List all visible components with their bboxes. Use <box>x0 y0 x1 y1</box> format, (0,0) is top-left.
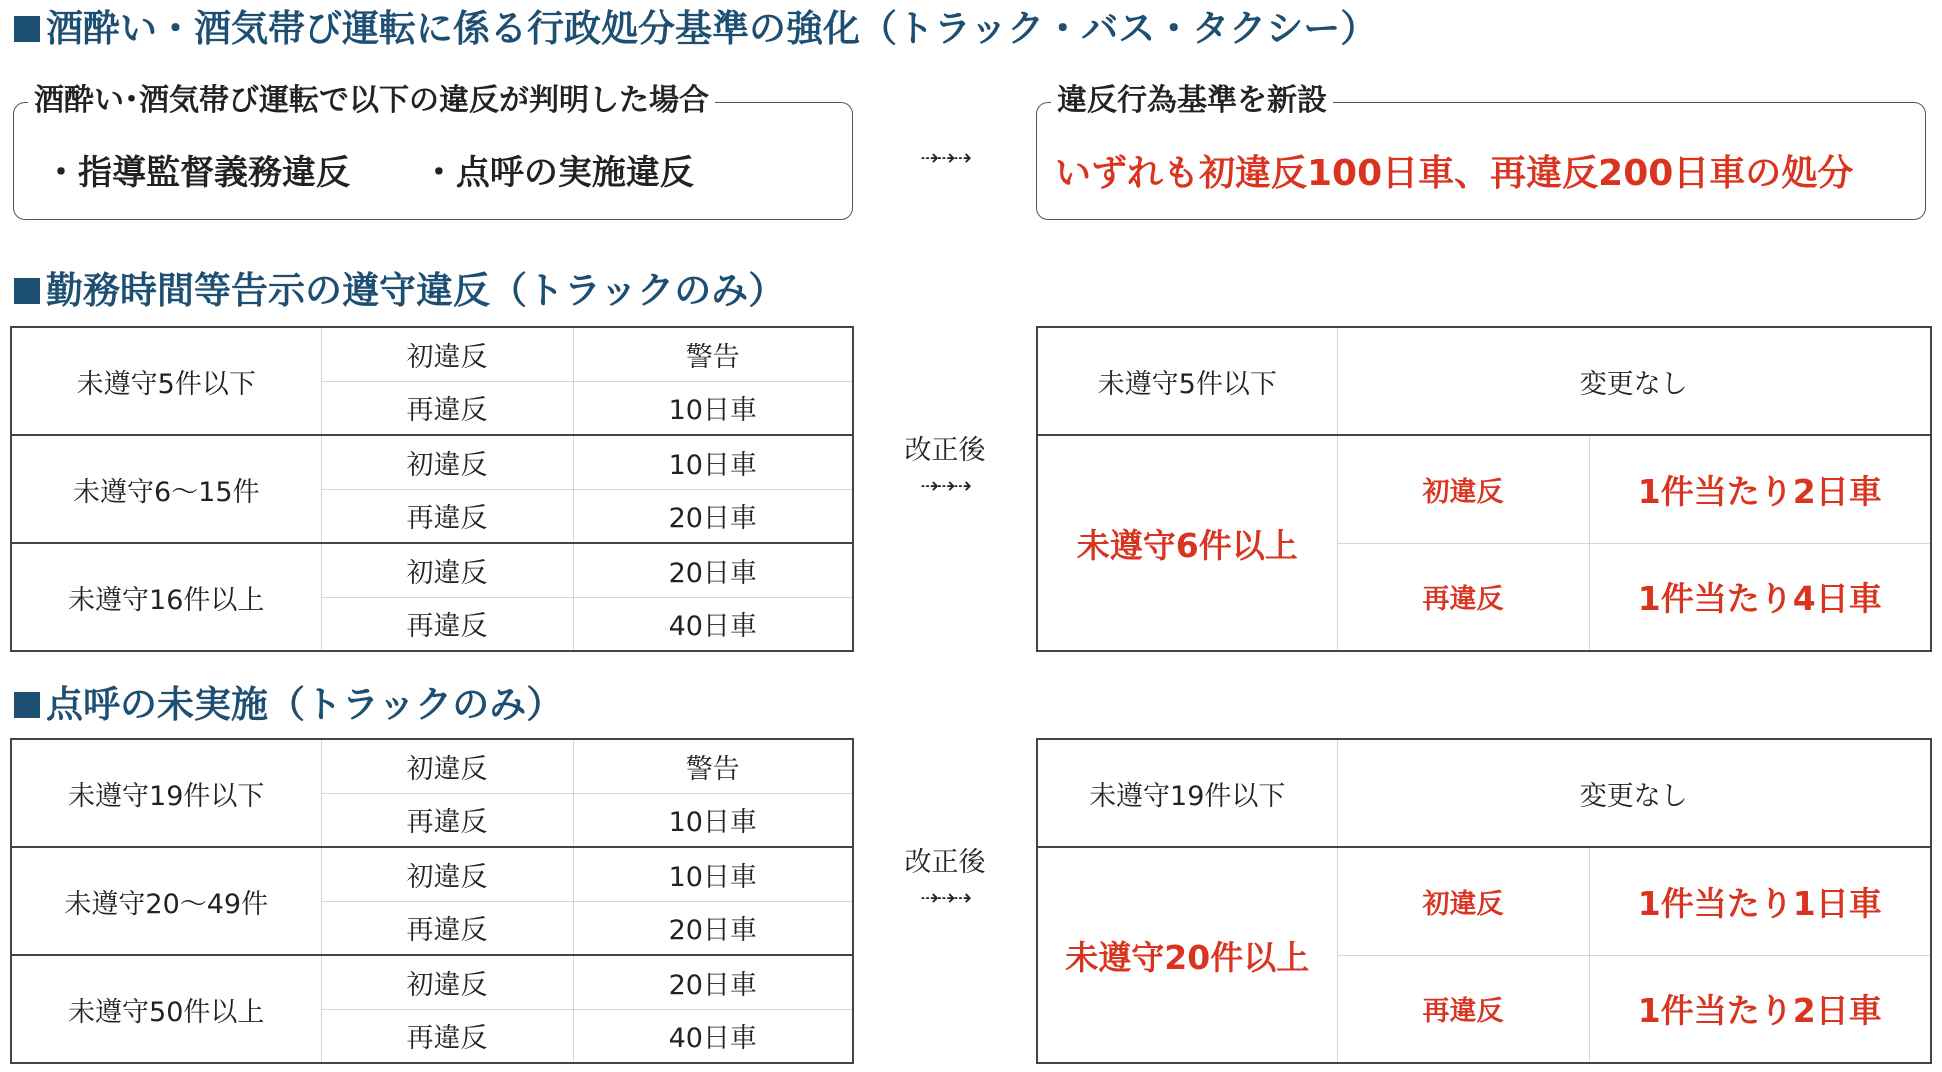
violation-type-cell: 初違反 <box>1337 847 1589 955</box>
section3-before-table <box>10 738 854 1064</box>
section3-heading: 点呼の未実施（トラックのみ） <box>14 686 563 723</box>
penalty-cell: 1件当たり2日車 <box>1589 955 1931 1063</box>
penalty-cell: 10日車 <box>573 793 853 847</box>
group-cell: 未遵守19件以下 <box>1037 739 1337 847</box>
dashed-arrow-icon: ⇢⇢⇢ <box>920 886 970 911</box>
penalty-cell: 20日車 <box>573 955 853 1009</box>
violation-type-cell: 再違反 <box>321 489 573 543</box>
violation-type-cell: 再違反 <box>1337 543 1589 651</box>
group-cell: 未遵守20件以上 <box>1037 847 1337 1063</box>
violation-type-cell: 再違反 <box>321 381 573 435</box>
after-revision-label: 改正後 <box>904 847 986 878</box>
group-cell: 未遵守6～15件 <box>11 435 321 543</box>
new-standard-text: いずれも初違反100日車、再違反200日車の処分 <box>1055 153 1854 194</box>
penalty-cell: 10日車 <box>573 435 853 489</box>
condition-item: ・指導監督義務違反 <box>44 153 350 193</box>
group-cell: 未遵守16件以上 <box>11 543 321 651</box>
group-cell: 未遵守50件以上 <box>11 955 321 1063</box>
section2-before-table <box>10 326 854 652</box>
section2-after-table <box>1036 326 1932 652</box>
violation-type-cell: 再違反 <box>321 597 573 651</box>
penalty-cell: 20日車 <box>573 489 853 543</box>
violation-type-cell: 初違反 <box>1337 435 1589 543</box>
condition-box <box>13 83 853 220</box>
penalty-cell: 1件当たり2日車 <box>1589 435 1931 543</box>
condition-item: ・点呼の実施違反 <box>421 153 694 193</box>
violation-type-cell: 再違反 <box>1337 955 1589 1063</box>
section2-heading: 勤務時間等告示の遵守違反（トラックのみ） <box>14 272 785 309</box>
group-cell: 未遵守20～49件 <box>11 847 321 955</box>
no-change-cell: 変更なし <box>1337 327 1931 435</box>
section3-after-table <box>1036 738 1932 1064</box>
group-cell: 未遵守19件以下 <box>11 739 321 847</box>
penalty-cell: 1件当たり1日車 <box>1589 847 1931 955</box>
dashed-arrow-icon: ⇢⇢⇢ <box>920 146 970 171</box>
section1-heading: 酒酔い・酒気帯び運転に係る行政処分基準の強化（トラック・バス・タクシー） <box>14 10 1377 47</box>
new-standard-box <box>1036 83 1926 220</box>
square-bullet-icon <box>14 692 40 718</box>
penalty-cell: 1件当たり4日車 <box>1589 543 1931 651</box>
penalty-cell: 40日車 <box>573 597 853 651</box>
violation-type-cell: 再違反 <box>321 901 573 955</box>
violation-type-cell: 初違反 <box>321 955 573 1009</box>
violation-type-cell: 初違反 <box>321 847 573 901</box>
penalty-cell: 10日車 <box>573 847 853 901</box>
group-cell: 未遵守5件以下 <box>1037 327 1337 435</box>
violation-type-cell: 初違反 <box>321 327 573 381</box>
penalty-cell: 40日車 <box>573 1009 853 1063</box>
group-cell: 未遵守5件以下 <box>11 327 321 435</box>
square-bullet-icon <box>14 16 40 42</box>
after-revision-label: 改正後 <box>904 435 986 466</box>
penalty-cell: 20日車 <box>573 543 853 597</box>
no-change-cell: 変更なし <box>1337 739 1931 847</box>
square-bullet-icon <box>14 278 40 304</box>
group-cell: 未遵守6件以上 <box>1037 435 1337 651</box>
penalty-cell: 20日車 <box>573 901 853 955</box>
violation-type-cell: 初違反 <box>321 435 573 489</box>
condition-box-legend: 酒酔い･酒気帯び運転で以下の違反が判明した場合 <box>28 83 715 119</box>
penalty-cell: 警告 <box>573 739 853 793</box>
dashed-arrow-icon: ⇢⇢⇢ <box>920 474 970 499</box>
violation-type-cell: 再違反 <box>321 793 573 847</box>
penalty-cell: 10日車 <box>573 381 853 435</box>
penalty-cell: 警告 <box>573 327 853 381</box>
condition-items <box>44 145 754 194</box>
violation-type-cell: 初違反 <box>321 739 573 793</box>
new-standard-legend: 違反行為基準を新設 <box>1051 83 1333 119</box>
violation-type-cell: 初違反 <box>321 543 573 597</box>
violation-type-cell: 再違反 <box>321 1009 573 1063</box>
